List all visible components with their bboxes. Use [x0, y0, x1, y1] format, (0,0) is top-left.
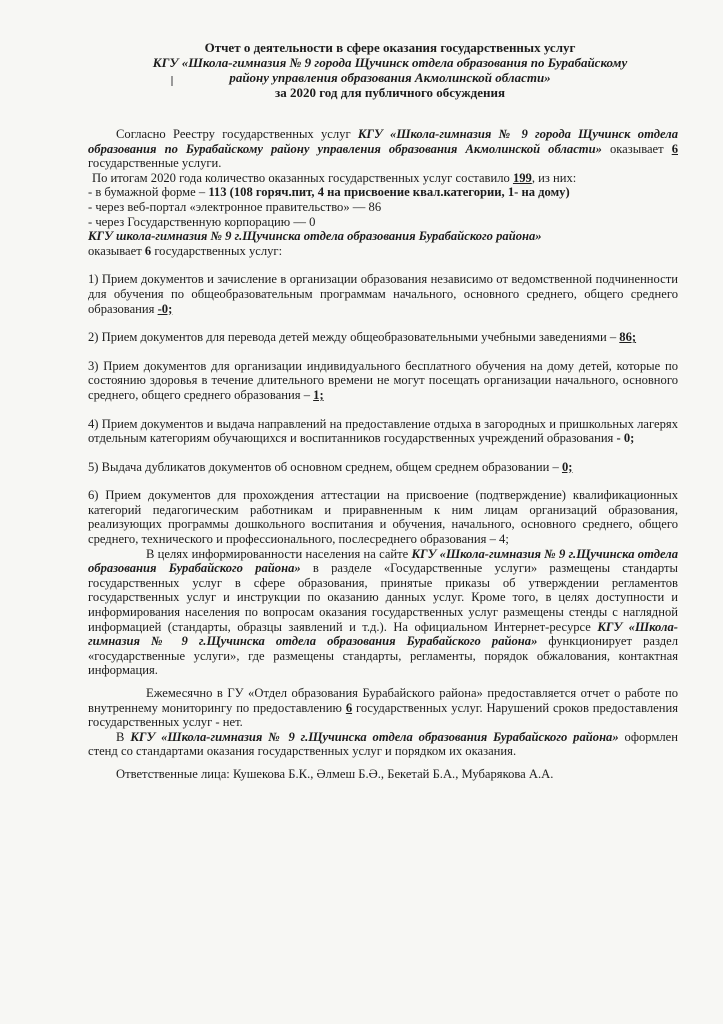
- info-paragraph: В целях информированности населения на сайте КГУ «Школа-гимназия № 9 г.Щучинска отдела образования Бурабайского района» в разделе «Государственные услуги» размещены стандарты государственных услуг в сфере образования, принятые приказы об утверждении регламентов государственных услуг и инструкции по оказанию данных услуг. Кроме того, в целях доступности и информирования населения по вопросам оказания государственных услуг размещены стенды с наглядной информацией (стандарты, образцы заявлений и т.д.). На официальном Интернет-ресурсе КГУ «Школа-гимназия № 9 г.Щучинска отдела образования Бурабайского района» функционирует раздел «государственные услуги», где размещены стандарты, регламенты, порядок обжалования, контактная информация.: [88, 546, 678, 678]
- provider-line: оказывает 6 государственных услуг:: [88, 243, 283, 258]
- service-item-3: 3) Прием документов для организации индивидуального бесплатного обучения на дому детей, которые по состоянию здоровья в течение длительного времени не могут посещать организации начального, основного среднего, общего среднего образования – 1;: [88, 358, 678, 402]
- scan-mark: [171, 76, 173, 86]
- stand-paragraph: В КГУ «Школа-гимназия № 9 г.Щучинска отдела образования Бурабайского района» оформлен стенд со стандартами оказания государственных услуг и порядком их оказания.: [88, 729, 678, 759]
- service-item-4: 4) Прием документов и выдача направлений на предоставление отдыха в загородных и пришкольных лагерях отдельным категориям обучающихся и воспитанников государственных учреждений образования - 0;: [88, 416, 678, 446]
- service-item-2: 2) Прием документов для перевода детей между общеобразовательными учебными заведениями – 86;: [88, 330, 637, 345]
- title-line-4: за 2020 год для публичного обсуждения: [274, 85, 506, 100]
- intro-paragraph: Согласно Реестру государственных услуг КГУ «Школа-гимназия № 9 города Щучинск отдела образования по Бурабайскому району управления образования Акмолинской области» оказывает 6 государственные услуги.: [88, 127, 678, 171]
- responsible-persons: Ответственные лица: Кушекова Б.К., Әлмеш Б.Ә., Бекетай Б.А., Мубарякова А.А.: [116, 766, 554, 781]
- totals-paragraph: По итогам 2020 года количество оказанных государственных услуг составило 199, из них:: [92, 170, 577, 185]
- totals-web: - через веб-портал «электронное правительство» — 86: [88, 199, 382, 214]
- provider-name: КГУ школа-гимназия № 9 г.Щучинска отдела образования Бурабайского района»: [88, 229, 542, 244]
- service-item-6: 6) Прием документов для прохождения аттестации на присвоение (подтверждение) квалификационных категорий педагогическим работникам и приравненным к ним лицам организаций образования, реализующих программы дошкольного воспитания и обучения, начального, основного среднего, общего среднего, технического и профессионального, послесреднего образования – 4;: [88, 488, 678, 547]
- monthly-paragraph: Ежемесячно в ГУ «Отдел образования Бурабайского района» предоставляется отчет о работе по внутреннему мониторингу по предоставлению 6 государственных услуг. Нарушений сроков предоставления государственных услуг - нет.: [88, 686, 678, 730]
- totals-corp: - через Государственную корпорацию — 0: [88, 214, 316, 229]
- title-line-3: району управления образования Акмолинской области»: [229, 70, 551, 85]
- document-title: [90, 40, 690, 100]
- totals-paper: - в бумажной форме – 113 (108 горяч.пит, 4 на присвоение квал.категории, 1- на дому): [88, 185, 570, 200]
- service-count: 6: [671, 141, 678, 156]
- title-line-1: Отчет о деятельности в сфере оказания государственных услуг: [204, 40, 576, 55]
- service-item-1: 1) Прием документов и зачисление в организации образования независимо от ведомственной подчиненности для обучения по общеобразовательным программам начального, основного среднего, общего среднего образования -0;: [88, 272, 678, 316]
- total-count: 199: [512, 170, 532, 185]
- document-body: [88, 127, 678, 782]
- service-item-5: 5) Выдача дубликатов документов об основном среднем, общем среднем образовании – 0;: [88, 459, 573, 474]
- org-name: КГУ «Школа-гимназия № 9 города Щучинск отдела образования по Бурабайскому району управления образования Акмолинской области»: [88, 127, 678, 156]
- title-line-2: КГУ «Школа-гимназия № 9 города Щучинск отдела образования по Бурабайскому: [152, 55, 628, 70]
